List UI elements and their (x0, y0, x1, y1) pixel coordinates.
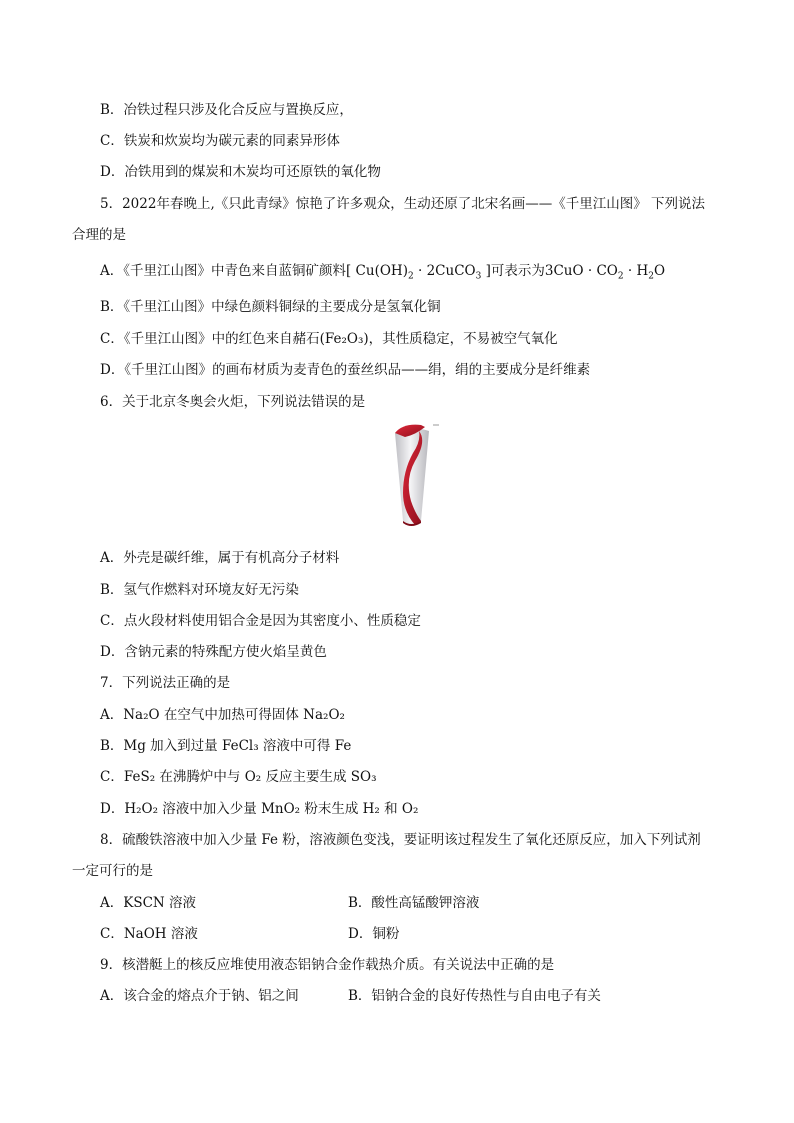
olympic-torch-image (381, 421, 441, 529)
q8-option-d: D．铜粉 (348, 926, 400, 942)
q6-option-a: A．外壳是碳纤维，属于有机高分子材料 (100, 550, 340, 566)
q6-option-b: B．氢气作燃料对环境友好无污染 (100, 582, 299, 598)
q5-formula-part3: 3CuO · CO (544, 263, 618, 279)
q4-option-b: B．冶铁过程只涉及化合反应与置换反应， (100, 102, 353, 118)
q4-option-c: C．铁炭和炊炭均为碳元素的同素异形体 (100, 133, 340, 149)
q5-formula-part5: O (653, 263, 666, 279)
q5-formula-sub3: 2 (617, 271, 624, 282)
q8-option-b: B．酸性高锰酸钾溶液 (348, 895, 480, 911)
q5-option-a (100, 262, 665, 280)
q6-option-c: C．点火段材料使用铝合金是因为其密度小、性质稳定 (100, 613, 421, 629)
q5-option-a-prefix: A．《千里江山图》中青色来自蓝铜矿颜料 (100, 263, 346, 279)
q5-formula-sub2: 3 (475, 271, 482, 282)
q7-option-d: D．H₂O₂ 溶液中加入少量 MnO₂ 粉末生成 H₂ 和 O₂ (100, 801, 419, 817)
q7-option-c: C．FeS₂ 在沸腾炉中与 O₂ 反应主要生成 SO₃ (100, 769, 377, 785)
q5-formula-sub4: 2 (648, 271, 654, 282)
q8-stem-line1: 8．硫酸铁溶液中加入少量 Fe 粉，溶液颜色变浅，要证明该过程发生了氧化还原反应，加入下列试剂 (100, 832, 701, 848)
q5-formula-part1: [ Cu(OH) (346, 263, 408, 279)
q9-option-b: B．铝钠合金的良好传热性与自由电子有关 (348, 988, 601, 1004)
q6-stem: 6．关于北京冬奥会火炬，下列说法错误的是 (100, 394, 366, 410)
q5-option-b: B．《千里江山图》中绿色颜料铜绿的主要成分是氢氧化铜 (100, 299, 441, 315)
q8-option-a: A．KSCN 溶液 (100, 895, 197, 911)
q7-option-b: B．Mg 加入到过量 FeCl₃ 溶液中可得 Fe (100, 738, 352, 754)
q4-option-d: D．冶铁用到的煤炭和木炭均可还原铁的氧化物 (100, 164, 381, 180)
q5-stem-line2: 合理的是 (72, 227, 126, 243)
q7-option-a: A．Na₂O 在空气中加热可得固体 Na₂O₂ (100, 707, 345, 723)
q5-formula-part4: · H (623, 263, 649, 279)
q8-option-c: C．NaOH 溶液 (100, 926, 198, 942)
q5-formula-part2: · 2CuCO (413, 263, 476, 279)
q9-option-a: A．该合金的熔点介于钠、铝之间 (100, 988, 299, 1004)
q5-option-a-mid: ]可表示为 (481, 263, 545, 279)
q5-formula-sub1: 2 (407, 271, 414, 282)
q5-option-c: C．《千里江山图》中的红色来自赭石(Fe₂O₃)，其性质稳定，不易被空气氧化 (100, 331, 558, 347)
q8-stem-line2: 一定可行的是 (72, 863, 153, 879)
q5-stem-line1: 5．2022年春晚上,《只此青绿》惊艳了许多观众，生动还原了北宋名画——《千里江山图》 下列说法 (100, 196, 706, 212)
q9-stem: 9．核潜艇上的核反应堆使用液态铝钠合金作载热介质。有关说法中正确的是 (100, 957, 555, 973)
q5-option-d: D．《千里江山图》的画布材质为麦青色的蚕丝织品——绢，绢的主要成分是纤维素 (100, 362, 591, 378)
q6-option-d: D．含钠元素的特殊配方使火焰呈黄色 (100, 644, 327, 660)
q7-stem: 7．下列说法正确的是 (100, 675, 231, 691)
